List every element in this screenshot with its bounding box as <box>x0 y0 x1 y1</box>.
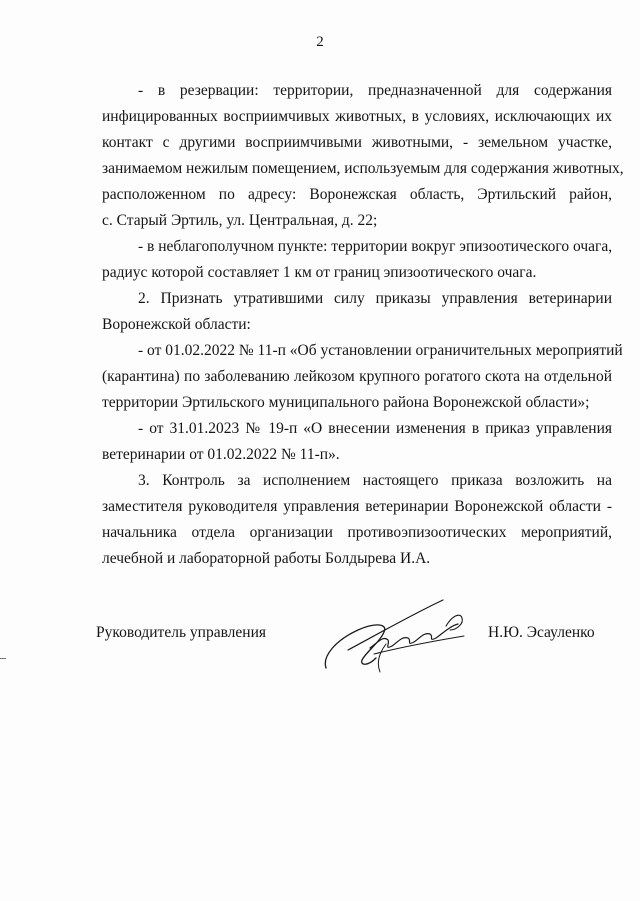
text-line: - от 31.01.2023 № 19-п «О внесении изменения в приказ управления <box>138 420 612 437</box>
text-line: 2. Признать утратившими силу приказы управления ветеринарии <box>138 290 612 307</box>
handwritten-signature <box>318 596 468 678</box>
text-line: 3. Контроль за исполнением настоящего приказа возложить на <box>138 472 612 489</box>
margin-mark <box>0 658 6 659</box>
signatory-title: Руководитель управления <box>96 624 267 641</box>
text-line: Воронежской области: <box>102 316 251 333</box>
text-line: - в резервации: территории, предназначенной для содержания <box>138 82 612 99</box>
text-line: занимаемом нежилым помещением, используемым для содержания животных, <box>102 160 624 177</box>
text-line: радиус которой составляет 1 км от границ эпизоотического очага. <box>102 264 537 281</box>
text-line: лечебной и лабораторной работы Болдырева И.А. <box>102 550 431 567</box>
text-line: расположенном по адресу: Воронежская область, Эртильский район, <box>102 186 612 203</box>
text-line: с. Старый Эртиль, ул. Центральная, д. 22; <box>102 212 378 229</box>
text-line: ветеринарии от 01.02.2022 № 11-п». <box>102 446 340 463</box>
text-line: заместителя руководителя управления ветеринарии Воронежской области - <box>102 498 612 515</box>
text-line: (карантина) по заболеванию лейкозом крупного рогатого скота на отдельной <box>102 368 612 385</box>
signatory-name: Н.Ю. Эсауленко <box>488 624 595 641</box>
text-line: контакт с другими восприимчивыми животными, - земельном участке, <box>102 134 612 151</box>
text-line: начальника отдела организации противоэпизоотических мероприятий, <box>102 524 612 541</box>
page-number: 2 <box>316 34 324 50</box>
text-line: инфицированных восприимчивых животных, в условиях, исключающих их <box>102 108 612 125</box>
text-line: - от 01.02.2022 № 11-п «Об установлении ограничительных мероприятий <box>138 342 623 359</box>
text-line: территории Эртильского муниципального района Воронежской области»; <box>102 394 590 411</box>
text-line: - в неблагополучном пункте: территории вокруг эпизоотического очага, <box>138 238 613 255</box>
